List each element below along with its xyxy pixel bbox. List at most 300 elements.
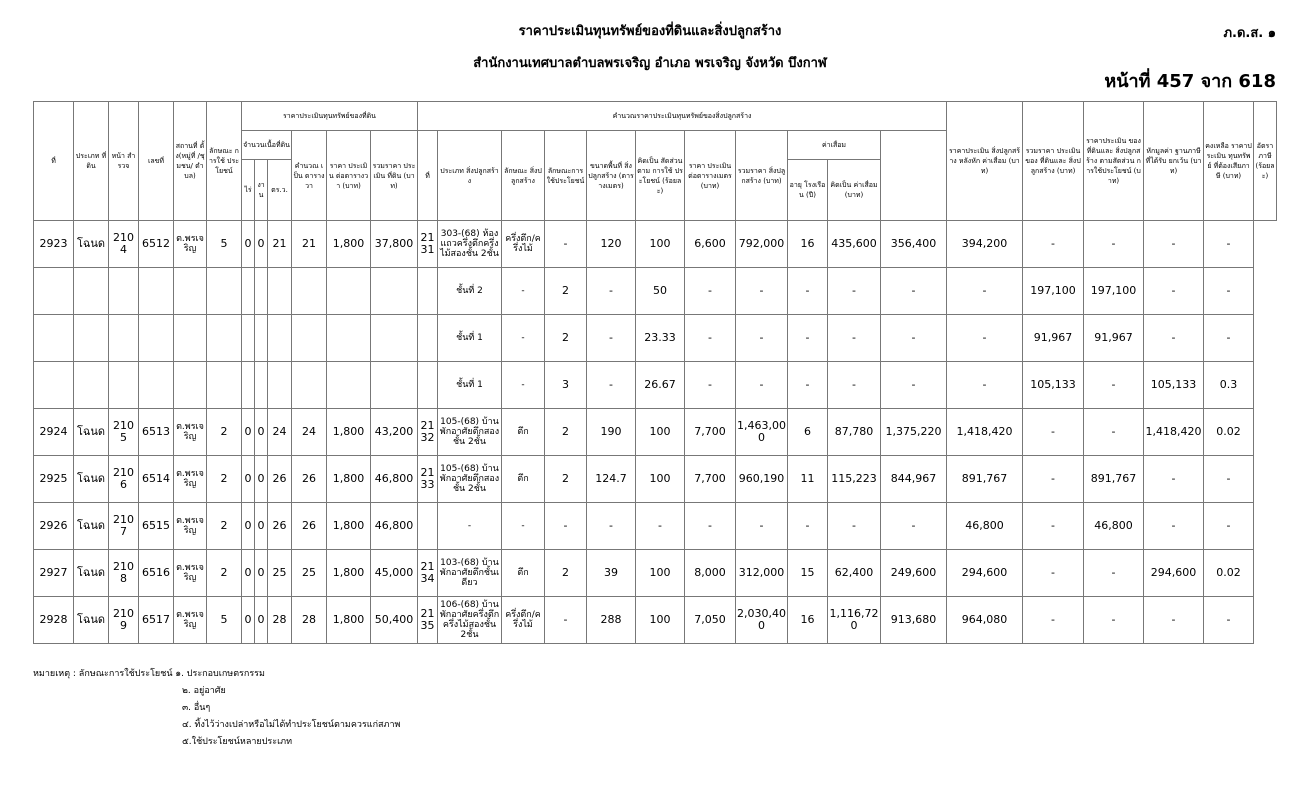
table-cell: 2	[207, 409, 242, 456]
table-cell: -	[1144, 315, 1204, 362]
col-group-depreciation: ค่าเสื่อม	[788, 131, 881, 160]
table-cell: -	[828, 268, 881, 315]
table-cell	[371, 315, 418, 362]
table-cell: 11	[788, 456, 828, 503]
table-cell: 960,190	[736, 456, 788, 503]
table-cell	[207, 268, 242, 315]
table-cell: -	[828, 503, 881, 550]
col-tax-rate: อัตราภาษี (ร้อยละ)	[1254, 102, 1277, 221]
table-cell: 100	[636, 409, 685, 456]
table-cell: -	[828, 315, 881, 362]
col-building-area: ขนาดพื้นที่ สิ่งปลูกสร้าง (ตารางเมตร)	[587, 131, 636, 221]
table-cell: 1,375,220	[881, 409, 947, 456]
page-subtitle: สำนักงานเทศบาลตำบลพรเจริญ อำเภอ พรเจริญ จังหวัด บึงกาฬ	[473, 56, 827, 71]
table-cell: -	[1023, 409, 1084, 456]
table-cell: 91,967	[1023, 315, 1084, 362]
table-cell: 1,800	[327, 409, 371, 456]
col-building-total: รวมราคา สิ่งปลูกสร้าง (บาท)	[736, 131, 788, 221]
table-cell: 0	[255, 221, 268, 268]
table-cell: -	[1084, 362, 1144, 409]
table-cell: -	[881, 268, 947, 315]
table-cell	[139, 315, 174, 362]
table-cell: -	[736, 315, 788, 362]
table-cell: 2	[545, 315, 587, 362]
table-cell: 913,680	[881, 597, 947, 644]
table-cell: 7,700	[685, 456, 736, 503]
table-cell: 100	[636, 597, 685, 644]
table-cell: 46,800	[947, 503, 1023, 550]
table-cell: -	[736, 362, 788, 409]
table-cell: 50	[636, 268, 685, 315]
table-cell: 6516	[139, 550, 174, 597]
table-cell	[418, 268, 438, 315]
notes	[33, 666, 400, 751]
table-cell	[255, 268, 268, 315]
table-cell: 100	[636, 221, 685, 268]
table-cell: 0	[255, 550, 268, 597]
table-cell: ต.พรเจริญ	[174, 503, 207, 550]
table-cell: -	[1023, 503, 1084, 550]
notes-item: ๓. อื่นๆ	[182, 703, 211, 713]
table-cell: ต.พรเจริญ	[174, 409, 207, 456]
table-cell: -	[788, 315, 828, 362]
table-cell: -	[502, 503, 545, 550]
table-cell: 2109	[109, 597, 139, 644]
table-cell: โฉนด	[74, 550, 109, 597]
table-cell: -	[1084, 409, 1144, 456]
table-cell: 7,700	[685, 409, 736, 456]
table-cell: 0.02	[1204, 550, 1254, 597]
col-building-price-sqm: ราคา ประเมิน ต่อตารางเมตร (บาท)	[685, 131, 736, 221]
table-cell: ต.พรเจริญ	[174, 221, 207, 268]
table-cell: 43,200	[371, 409, 418, 456]
table-cell: 6,600	[685, 221, 736, 268]
table-cell: 197,100	[1084, 268, 1144, 315]
table-cell: 303-(68) ห้องแถวครึ่งตึกครึ่งไม้สองชั้น 2ชั้น	[438, 221, 502, 268]
table-cell: 5	[207, 597, 242, 644]
notes-item: ๔. ทิ้งไว้ว่างเปล่าหรือไม่ได้ทำประโยชน์ตามควรแก่สภาพ	[182, 720, 401, 730]
table-cell	[371, 268, 418, 315]
table-cell: -	[1144, 268, 1204, 315]
table-cell: -	[881, 315, 947, 362]
table-cell: ครึ่งตึก/ครึ่งไม้	[502, 597, 545, 644]
table-cell: -	[587, 268, 636, 315]
table-cell: -	[587, 315, 636, 362]
table-cell: 2133	[418, 456, 438, 503]
table-cell	[292, 362, 327, 409]
table-cell: 6514	[139, 456, 174, 503]
table-cell: -	[1204, 456, 1254, 503]
table-cell: -	[685, 362, 736, 409]
table-cell: 26.67	[636, 362, 685, 409]
table-cell: ตึก	[502, 550, 545, 597]
table-cell	[74, 362, 109, 409]
col-ngan: งาน	[255, 160, 268, 221]
table-cell: โฉนด	[74, 221, 109, 268]
table-cell: 0	[255, 409, 268, 456]
table-cell: 294,600	[1144, 550, 1204, 597]
table-cell: ต.พรเจริญ	[174, 597, 207, 644]
notes-item: ๒. อยู่อาศัย	[182, 686, 226, 696]
table-cell: 45,000	[371, 550, 418, 597]
table-cell: 105-(68) บ้านพักอาศัยตึกสองชั้น 2ชั้น	[438, 456, 502, 503]
table-cell: -	[685, 315, 736, 362]
table-cell	[371, 362, 418, 409]
col-building-style: ลักษณะ สิ่งปลูกสร้าง	[502, 131, 545, 221]
table-cell: 1,800	[327, 503, 371, 550]
table-cell: -	[636, 503, 685, 550]
table-cell: 2	[545, 268, 587, 315]
notes-item: ๕.ใช้ประโยชน์หลายประเภท	[182, 737, 293, 747]
table-cell: 891,767	[947, 456, 1023, 503]
table-cell: ชั้นที่ 2	[438, 268, 502, 315]
table-cell: 25	[268, 550, 292, 597]
col-price-sqwa: ราคา ประเมิน ต่อตารางวา (บาท)	[327, 131, 371, 221]
col-by-usage: ราคาประเมิน ของที่ดินและ สิ่งปลูกสร้าง ตามสัดส่วน การใช้ประโยชน์ (บาท)	[1084, 102, 1144, 221]
col-group-building: คำนวณราคาประเมินทุนทรัพย์ของสิ่งปลูกสร้าง	[418, 102, 947, 131]
table-cell: 2	[207, 456, 242, 503]
table-cell	[268, 362, 292, 409]
table-cell: 62,400	[828, 550, 881, 597]
table-cell	[74, 315, 109, 362]
col-page-survey: หน้า สำรวจ	[109, 102, 139, 221]
table-cell: 8,000	[685, 550, 736, 597]
table-cell: 0	[242, 409, 255, 456]
table-cell: -	[1023, 221, 1084, 268]
table-cell: 2928	[34, 597, 74, 644]
table-cell: 105,133	[1023, 362, 1084, 409]
table-cell: 891,767	[1084, 456, 1144, 503]
table-cell: 26	[268, 456, 292, 503]
table-cell: 105-(68) บ้านพักอาศัยตึกสองชั้น 2ชั้น	[438, 409, 502, 456]
table-cell: 2106	[109, 456, 139, 503]
table-cell	[292, 268, 327, 315]
table-cell: 0	[255, 456, 268, 503]
table-cell: 0	[242, 550, 255, 597]
table-cell: 25	[292, 550, 327, 597]
assessment-table	[33, 101, 1277, 644]
table-cell	[242, 268, 255, 315]
table-cell: 197,100	[1023, 268, 1084, 315]
table-cell: 394,200	[947, 221, 1023, 268]
table-row	[34, 456, 1277, 503]
table-cell	[207, 315, 242, 362]
table-cell	[109, 315, 139, 362]
table-cell: 3	[545, 362, 587, 409]
table-row	[34, 315, 1277, 362]
table-cell: 26	[292, 456, 327, 503]
table-cell	[292, 315, 327, 362]
notes-prefix: หมายเหตุ : ลักษณะการใช้ประโยชน์	[33, 669, 173, 679]
table-cell: ชั้นที่ 1	[438, 362, 502, 409]
table-cell: 7,050	[685, 597, 736, 644]
table-cell: 1,116,720	[828, 597, 881, 644]
table-cell: 1,418,420	[947, 409, 1023, 456]
table-cell: -	[736, 268, 788, 315]
table-cell: -	[788, 503, 828, 550]
table-cell: 1,800	[327, 550, 371, 597]
table-cell: 2	[545, 409, 587, 456]
table-cell: -	[545, 221, 587, 268]
table-cell: -	[685, 268, 736, 315]
table-cell: 294,600	[947, 550, 1023, 597]
table-cell	[242, 315, 255, 362]
table-cell: 103-(68) บ้านพักอาศัยตึกชั้นเดียว	[438, 550, 502, 597]
table-cell: 2108	[109, 550, 139, 597]
table-cell: 21	[292, 221, 327, 268]
table-cell: 249,600	[881, 550, 947, 597]
table-cell	[418, 362, 438, 409]
table-cell: 792,000	[736, 221, 788, 268]
table-cell: -	[1084, 550, 1144, 597]
table-cell: -	[1204, 268, 1254, 315]
table-cell: 26	[292, 503, 327, 550]
col-exemption: หักมูลค่า ฐานภาษี ที่ได้รับ ยกเว้น (บาท)	[1144, 102, 1204, 221]
table-cell: 1,800	[327, 597, 371, 644]
table-cell: 6	[788, 409, 828, 456]
table-cell: 15	[788, 550, 828, 597]
table-cell: 16	[788, 597, 828, 644]
col-dep-age: อายุ โรงเรือน (ปี)	[788, 160, 828, 221]
table-cell: ต.พรเจริญ	[174, 456, 207, 503]
table-cell: -	[736, 503, 788, 550]
table-cell: ตึก	[502, 409, 545, 456]
table-cell: -	[788, 268, 828, 315]
table-cell: 2105	[109, 409, 139, 456]
table-cell: 39	[587, 550, 636, 597]
table-cell: -	[502, 362, 545, 409]
table-cell	[74, 268, 109, 315]
table-cell: 435,600	[828, 221, 881, 268]
table-cell: 87,780	[828, 409, 881, 456]
table-cell: 2	[207, 550, 242, 597]
table-cell: -	[881, 362, 947, 409]
table-cell: 2	[545, 550, 587, 597]
table-cell: 1,800	[327, 221, 371, 268]
table-cell: -	[502, 315, 545, 362]
table-cell: -	[947, 315, 1023, 362]
table-cell: ตึก	[502, 456, 545, 503]
table-cell: 46,800	[371, 456, 418, 503]
table-cell: 46,800	[371, 503, 418, 550]
col-building-no: ที่	[418, 131, 438, 221]
table-cell: 124.7	[587, 456, 636, 503]
table-cell: ต.พรเจริญ	[174, 550, 207, 597]
table-cell: 50,400	[371, 597, 418, 644]
table-cell: -	[947, 268, 1023, 315]
table-cell: 0	[242, 503, 255, 550]
table-cell: 312,000	[736, 550, 788, 597]
table-cell: 37,800	[371, 221, 418, 268]
table-cell: 1,800	[327, 456, 371, 503]
table-cell: 106-(68) บ้านพักอาศัยครึ่งตึกครึ่งไม้สองชั้น 2ชั้น	[438, 597, 502, 644]
table-cell	[327, 268, 371, 315]
table-cell	[418, 315, 438, 362]
table-row	[34, 409, 1277, 456]
table-cell: -	[1023, 456, 1084, 503]
page-title: ราคาประเมินทุนทรัพย์ของที่ดินและสิ่งปลูกสร้าง	[518, 24, 782, 39]
table-cell: 356,400	[881, 221, 947, 268]
table-cell: 100	[636, 456, 685, 503]
table-cell: ชั้นที่ 1	[438, 315, 502, 362]
table-cell: 2923	[34, 221, 74, 268]
table-cell: 100	[636, 550, 685, 597]
table-cell: 16	[788, 221, 828, 268]
table-cell: -	[1204, 503, 1254, 550]
table-cell	[174, 315, 207, 362]
table-cell: -	[685, 503, 736, 550]
table-cell	[207, 362, 242, 409]
table-cell	[242, 362, 255, 409]
table-cell: 1,463,000	[736, 409, 788, 456]
table-cell: 2925	[34, 456, 74, 503]
table-cell: โฉนด	[74, 503, 109, 550]
table-cell: 0	[242, 221, 255, 268]
table-cell	[139, 362, 174, 409]
table-cell: 21	[268, 221, 292, 268]
col-dep-value: คิดเป็น ค่าเสื่อม (บาท)	[828, 160, 881, 221]
table-cell: -	[545, 503, 587, 550]
table-cell: 5	[207, 221, 242, 268]
table-cell	[109, 362, 139, 409]
table-cell	[255, 315, 268, 362]
table-row	[34, 362, 1277, 409]
table-cell	[268, 315, 292, 362]
table-cell: 26	[268, 503, 292, 550]
table-cell	[34, 268, 74, 315]
table-cell: -	[1084, 221, 1144, 268]
table-cell	[109, 268, 139, 315]
table-cell: 2924	[34, 409, 74, 456]
table-cell: 0	[242, 456, 255, 503]
table-cell: โฉนด	[74, 409, 109, 456]
table-cell: 2,030,400	[736, 597, 788, 644]
table-cell	[255, 362, 268, 409]
table-cell: 2131	[418, 221, 438, 268]
table-cell: -	[1144, 221, 1204, 268]
col-building-net: ราคาประเมิน สิ่งปลูกสร้าง หลังหัก ค่าเสื่อม (บาท)	[947, 102, 1023, 221]
table-cell: 28	[292, 597, 327, 644]
table-cell: -	[1084, 597, 1144, 644]
col-rai: ไร่	[242, 160, 255, 221]
table-cell: 6515	[139, 503, 174, 550]
table-cell: -	[1023, 550, 1084, 597]
table-cell: -	[502, 268, 545, 315]
table-cell	[34, 315, 74, 362]
table-cell: 2107	[109, 503, 139, 550]
table-cell: 115,223	[828, 456, 881, 503]
table-row	[34, 550, 1277, 597]
page-indicator: หน้าที่ 457 จาก 618	[1104, 71, 1276, 92]
table-cell: 6513	[139, 409, 174, 456]
table-cell: -	[881, 503, 947, 550]
table-cell: 2926	[34, 503, 74, 550]
col-land-total: รวมราคา ประเมิน ที่ดิน (บาท)	[371, 131, 418, 221]
table-cell: 24	[292, 409, 327, 456]
table-cell: -	[1023, 597, 1084, 644]
table-cell: 0	[255, 503, 268, 550]
table-cell: -	[1204, 315, 1254, 362]
table-cell: 2135	[418, 597, 438, 644]
table-cell: 120	[587, 221, 636, 268]
table-cell: 844,967	[881, 456, 947, 503]
table-row	[34, 597, 1277, 644]
table-row	[34, 221, 1277, 268]
table-cell	[268, 268, 292, 315]
table-cell: 91,967	[1084, 315, 1144, 362]
table-cell: 24	[268, 409, 292, 456]
table-cell	[418, 503, 438, 550]
notes-item: ๑. ประกอบเกษตรกรรม	[175, 669, 265, 679]
table-cell: 964,080	[947, 597, 1023, 644]
table-cell	[174, 268, 207, 315]
col-building-usage: ลักษณะการ ใช้ประโยชน์	[545, 131, 587, 221]
table-cell: 2	[545, 456, 587, 503]
table-cell	[327, 315, 371, 362]
table-cell: 2927	[34, 550, 74, 597]
table-body	[34, 221, 1277, 644]
table-cell: -	[438, 503, 502, 550]
col-land-type: ประเภท ที่ดิน	[74, 102, 109, 221]
table-cell: -	[1204, 597, 1254, 644]
col-location: สถานที่ ตั้ง(หมู่ที่ /ชุมชน/ ตำบล)	[174, 102, 207, 221]
table-cell: 46,800	[1084, 503, 1144, 550]
table-cell: 2132	[418, 409, 438, 456]
table-cell	[139, 268, 174, 315]
table-cell: 1,418,420	[1144, 409, 1204, 456]
table-header	[34, 102, 1277, 221]
col-grand-total: รวมราคา ประเมินของ ที่ดินและ สิ่งปลูกสร้าง (บาท)	[1023, 102, 1084, 221]
table-cell: -	[828, 362, 881, 409]
col-sqwa-total: คำนวณ เป็น ตารางวา	[292, 131, 327, 221]
table-cell: -	[587, 503, 636, 550]
table-cell: 105,133	[1144, 362, 1204, 409]
table-cell: -	[1144, 597, 1204, 644]
table-cell: โฉนด	[74, 456, 109, 503]
form-code: ภ.ด.ส. ๑	[1223, 26, 1276, 41]
table-cell: 2104	[109, 221, 139, 268]
table-cell: 190	[587, 409, 636, 456]
table-cell	[34, 362, 74, 409]
col-number: เลขที่	[139, 102, 174, 221]
table-cell: -	[1144, 456, 1204, 503]
table-cell: 288	[587, 597, 636, 644]
table-cell: ครึ่งตึก/ครึ่งไม้	[502, 221, 545, 268]
table-cell: -	[947, 362, 1023, 409]
table-cell: 2134	[418, 550, 438, 597]
table-row	[34, 503, 1277, 550]
table-cell: 6517	[139, 597, 174, 644]
col-building-type: ประเภท สิ่งปลูกสร้าง	[438, 131, 502, 221]
table-cell: -	[788, 362, 828, 409]
col-group-area: จำนวนเนื้อที่ดิน	[242, 131, 292, 160]
col-no: ที่	[34, 102, 74, 221]
table-cell: 6512	[139, 221, 174, 268]
table-cell: 0	[255, 597, 268, 644]
table-row	[34, 268, 1277, 315]
table-cell: 0.3	[1204, 362, 1254, 409]
table-cell: 28	[268, 597, 292, 644]
table-cell: 0	[242, 597, 255, 644]
table-cell: 23.33	[636, 315, 685, 362]
col-group-land: ราคาประเมินทุนทรัพย์ของที่ดิน	[242, 102, 418, 131]
table-cell: 0.02	[1204, 409, 1254, 456]
col-usage: ลักษณะ การใช้ ประโยชน์	[207, 102, 242, 221]
table-cell: -	[545, 597, 587, 644]
table-cell: -	[587, 362, 636, 409]
col-taxable: คงเหลือ ราคาประเมิน ทุนทรัพย์ ที่ต้องเสียภาษี (บาท)	[1204, 102, 1254, 221]
col-wa: ตร.ว.	[268, 160, 292, 221]
